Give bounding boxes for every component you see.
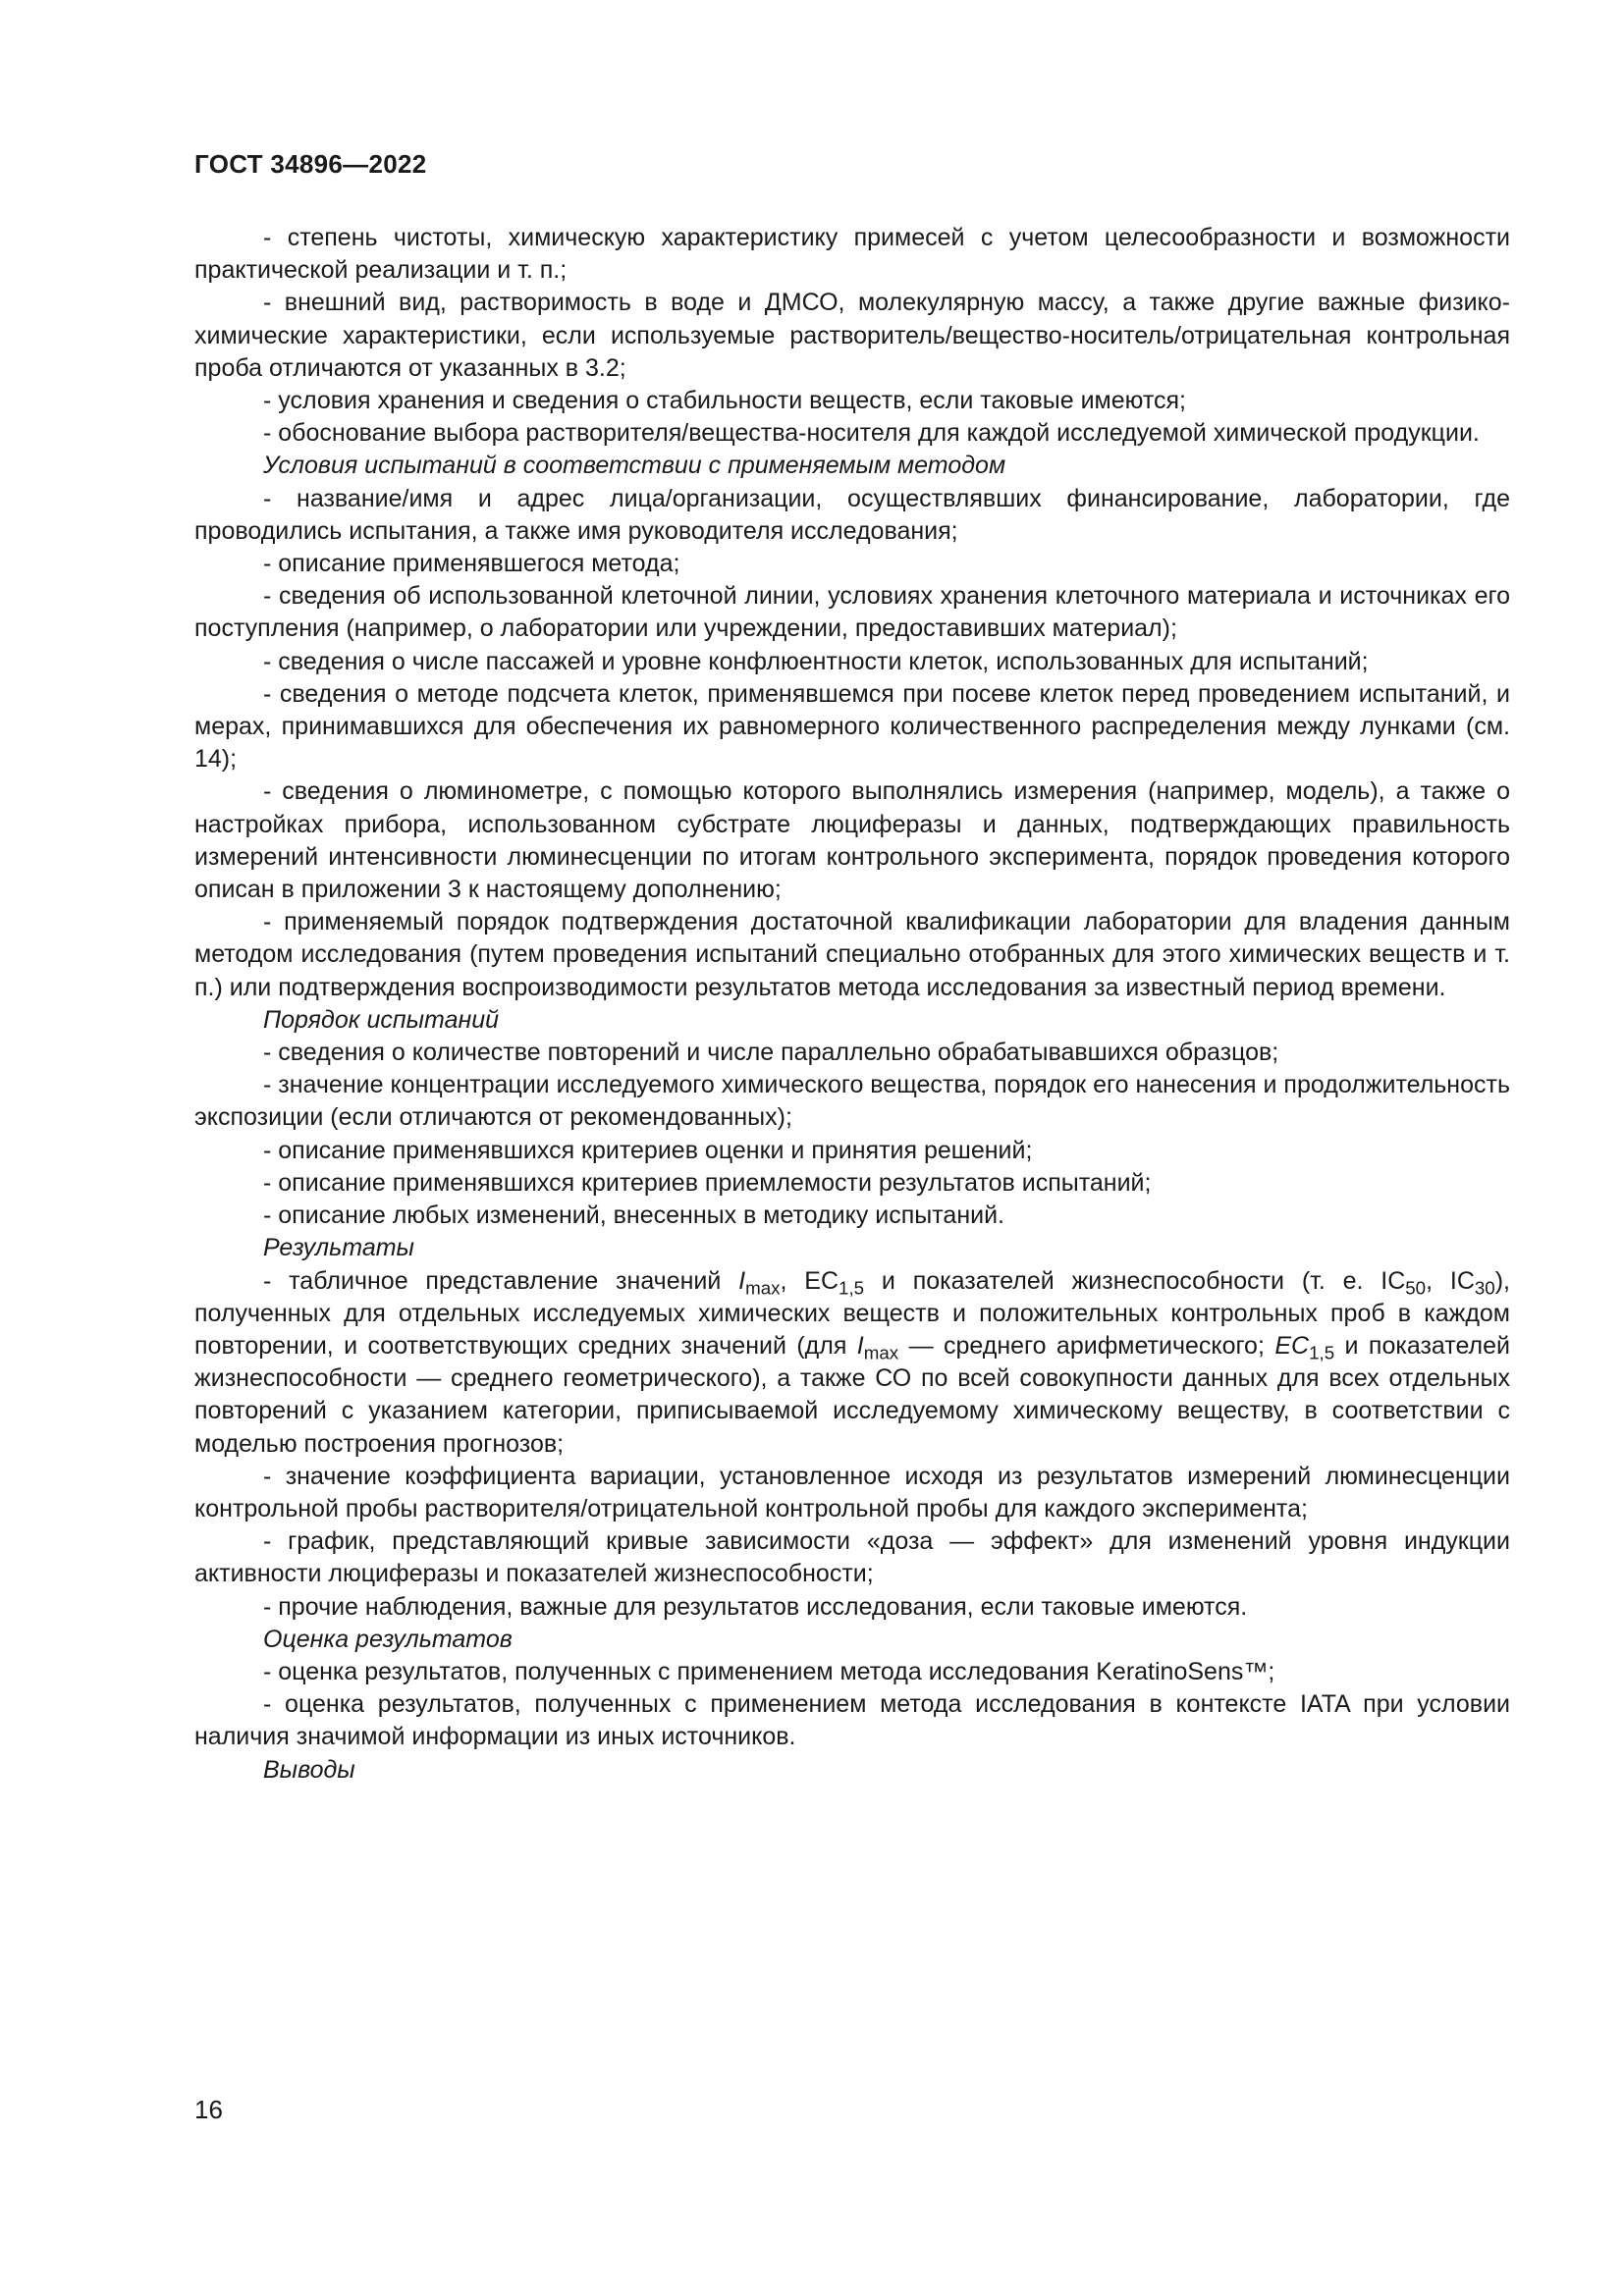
list-item: - описание любых изменений, внесенных в методику испытаний. <box>263 1201 1005 1230</box>
text-run: и показателей жизнеспособности (т. е. IC <box>864 1266 1406 1295</box>
text-run: , IC <box>1426 1266 1475 1295</box>
list-item: - оценка результатов, полученных с применением метода исследования в контексте IATA при условии наличия значимой информации из иных источников. <box>194 1690 1510 1751</box>
list-item: - внешний вид, растворимость в воде и ДМСО, молекулярную массу, а также другие важные физико-химические характеристики, если используемые растворитель/вещество-носитель/отрицательная контрольная проба отличаются от указанных в 3.2; <box>194 289 1510 382</box>
list-item: - описание применявшегося метода; <box>263 550 680 578</box>
page-number: 16 <box>194 2095 223 2124</box>
document-header: ГОСТ 34896—2022 <box>194 149 427 179</box>
list-item: - описание применявшихся критериев приемлемости результатов испытаний; <box>263 1168 1152 1197</box>
list-item: - условия хранения и сведения о стабильности веществ, если таковые имеются; <box>263 387 1186 415</box>
section-heading: Результаты <box>263 1234 414 1262</box>
list-item: - сведения о количестве повторений и числе параллельно обрабатывавшихся образцов; <box>263 1039 1279 1067</box>
section-heading: Условия испытаний в соответствии с применяемым методом <box>263 452 1006 480</box>
subscript-text: 50 <box>1405 1277 1427 1299</box>
subscript-text: max <box>745 1277 781 1299</box>
section-heading: Оценка результатов <box>263 1625 513 1653</box>
list-item: - степень чистоты, химическую характеристику примесей с учетом целесообразности и возможности практической реализации и т. п.; <box>194 224 1510 285</box>
document-body <box>194 222 1510 1787</box>
list-item: - оценка результатов, полученных с применением метода исследования KeratinoSens™; <box>263 1657 1275 1685</box>
text-run: - табличное представление значений <box>263 1266 739 1295</box>
italic-text: I <box>738 1266 746 1295</box>
text-run: ), полученных для отдельных исследуемых химических веществ и положительных контрольных проб в каждом повторении, и соответствующих средних значений (для <box>194 1266 1511 1360</box>
text-run: , EC <box>780 1266 839 1295</box>
subscript-text: max <box>863 1342 899 1363</box>
subscript-text: 1,5 <box>1309 1342 1335 1363</box>
subscript-text: 30 <box>1474 1277 1495 1299</box>
list-item: - применяемый порядок подтверждения достаточной квалификации лаборатории для владения данным методом исследования (путем проведения испытаний специально отобранных для этого химических веществ и т. п.) или подтверждения воспроизводимости результатов метода исследования за известный период времени. <box>194 908 1510 1001</box>
list-item: - сведения об использованной клеточной линии, условиях хранения клеточного материала и источниках его поступления (например, о лаборатории или учреждении, предоставивших материал); <box>194 582 1510 643</box>
section-heading: Порядок испытаний <box>263 1005 500 1034</box>
text-run: и показателей жизнеспособности — среднего геометрического), а также СО по всей совокупности данных для всех отдельных повторений с указанием категории, приписываемой исследуемому химическому веществу, в соответствии с моделью построения прогнозов; <box>194 1331 1510 1458</box>
list-item: - прочие наблюдения, важные для результатов исследования, если таковые имеются. <box>263 1592 1248 1621</box>
list-item: - график, представляющий кривые зависимости «доза — эффект» для изменений уровня индукции активности люциферазы и показателей жизнеспособности; <box>194 1527 1510 1588</box>
list-item: - обоснование выбора растворителя/вещества-носителя для каждой исследуемой химической продукции. <box>263 419 1480 448</box>
italic-text: I <box>856 1331 864 1360</box>
list-item: - значение концентрации исследуемого химического вещества, порядок его нанесения и продолжительность экспозиции (если отличаются от рекомендованных); <box>194 1071 1510 1132</box>
list-item: - описание применявшихся критериев оценки и принятия решений; <box>263 1136 1033 1164</box>
list-item: - сведения о числе пассажей и уровне конфлюентности клеток, использованных для испытаний; <box>263 647 1369 675</box>
list-item <box>194 1265 1510 1461</box>
section-heading: Выводы <box>263 1755 355 1784</box>
list-item: - название/имя и адрес лица/организации, осуществлявших финансирование, лаборатории, где проводились испытания, а также имя руководителя исследования; <box>194 484 1510 545</box>
subscript-text: 1,5 <box>839 1277 865 1299</box>
list-item: - сведения о методе подсчета клеток, применявшемся при посеве клеток перед проведением испытаний, и мерах, принимавшихся для обеспечения их равномерного количественного распределения между лунками (см. 14); <box>194 679 1510 774</box>
italic-text: EC <box>1274 1331 1310 1360</box>
list-item: - сведения о люминометре, с помощью которого выполнялись измерения (например, модель), а также о настройках прибора, использованном субстрате люциферазы и данных, подтверждающих правильность измерений интенсивности люминесценции по итогам контрольного эксперимента, порядок проведения которого описан в приложении 3 к настоящему дополнению; <box>194 777 1510 904</box>
text-run: — среднего арифметического; <box>898 1331 1275 1360</box>
list-item: - значение коэффициента вариации, установленное исходя из результатов измерений люминесценции контрольной пробы растворителя/отрицательной контрольной пробы для каждого эксперимента; <box>194 1462 1510 1522</box>
